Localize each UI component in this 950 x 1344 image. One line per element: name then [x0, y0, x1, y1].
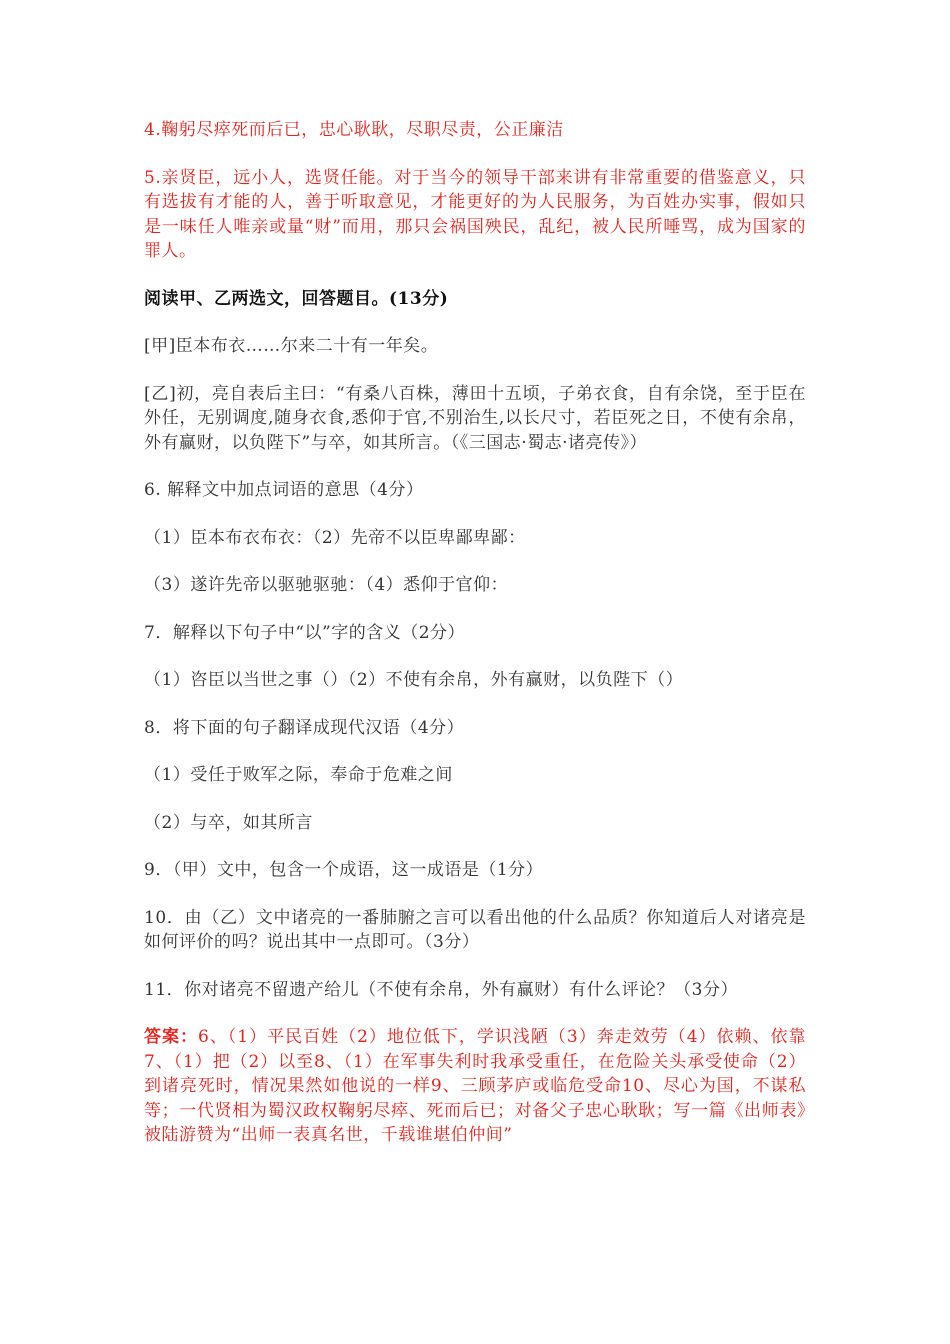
answer-block: [144, 1025, 806, 1148]
question-8-part-2: （2）与卒，如其所言: [144, 812, 313, 833]
question-11: 11．你对诸亮不留遗产给儿（不使有余帛，外有赢财）有什么评论？（3分）: [144, 979, 738, 1000]
document-page: [144, 118, 806, 1171]
question-8-part-1: （1）受任于败军之际，奉命于危难之间: [144, 765, 453, 785]
passage-yi: [乙]初，亮自表后主曰：“有桑八百株，薄田十五顷，子弟衣食，自有余饶，至于臣在外任，无别调度,随身衣食,悉仰于官,不别治生,以长尺寸，若臣死之日，不使有余帛，外有赢财，以负陛下”与卒，如其所言。（《三国志·蜀志·诸亮传》）: [144, 383, 806, 453]
answer-text: 6、（1）平民百姓（2）地位低下，学识浅陋（3）奔走效劳（4）依赖、依靠7、（1）把（2）以至8、（1）在军事失利时我承受重任，在危险关头承受使命（2）到诸亮死时，情况果然如他说的一样9、三顾茅庐或临危受命10、尽心为国，不谋私等；一代贤相为蜀汉政权鞠躬尽瘁、死而后已；对备父子忠心耿耿；写一篇《出师表》被陆游赞为“出师一表真名世，千载谁堪伯仲间”: [144, 1027, 806, 1145]
section-heading: 阅读甲、乙两选文，回答题目。(13分): [144, 288, 449, 309]
passage-jia: [甲]臣本布衣……尔来二十有一年矣。: [144, 336, 439, 356]
question-7: 7．解释以下句子中“以”字的含义（2分）: [144, 622, 466, 643]
question-9: 9．（甲）文中，包含一个成语，这一成语是（1分）: [144, 860, 544, 880]
question-6-part-1: （1）臣本布衣布衣：（2）先帝不以臣卑鄙卑鄙：: [144, 527, 526, 548]
answer-item-4: 4.鞠躬尽瘁死而后已，忠心耿耿，尽职尽责，公正廉洁: [144, 120, 564, 140]
question-6-part-2: （3）遂许先帝以驱驰驱驰：（4）悉仰于官仰：: [144, 575, 509, 595]
question-7-part-1: （1）咨臣以当世之事（）（2）不使有余帛，外有赢财，以负陛下（）: [144, 670, 684, 690]
question-10: 10．由（乙）文中诸亮的一番肺腑之言可以看出他的什么品质？你知道后人对诸亮是如何评价的吗？说出其中一点即可。（3分）: [144, 907, 806, 952]
question-6: 6. 解释文中加点词语的意思（4分）: [144, 480, 424, 500]
answer-label: 答案：: [144, 1027, 198, 1047]
question-8: 8．将下面的句子翻译成现代汉语（4分）: [144, 717, 465, 738]
answer-item-5: 5.亲贤臣，远小人，选贤任能。对于当今的领导干部来讲有非常重要的借鉴意义，只有选拔有才能的人，善于听取意见，才能更好的为人民服务，为百姓办实事，假如只是一味任人唯亲或量“财”而用，那只会祸国殃民，乱纪，被人民所唾骂，成为国家的罪人。: [144, 167, 806, 261]
